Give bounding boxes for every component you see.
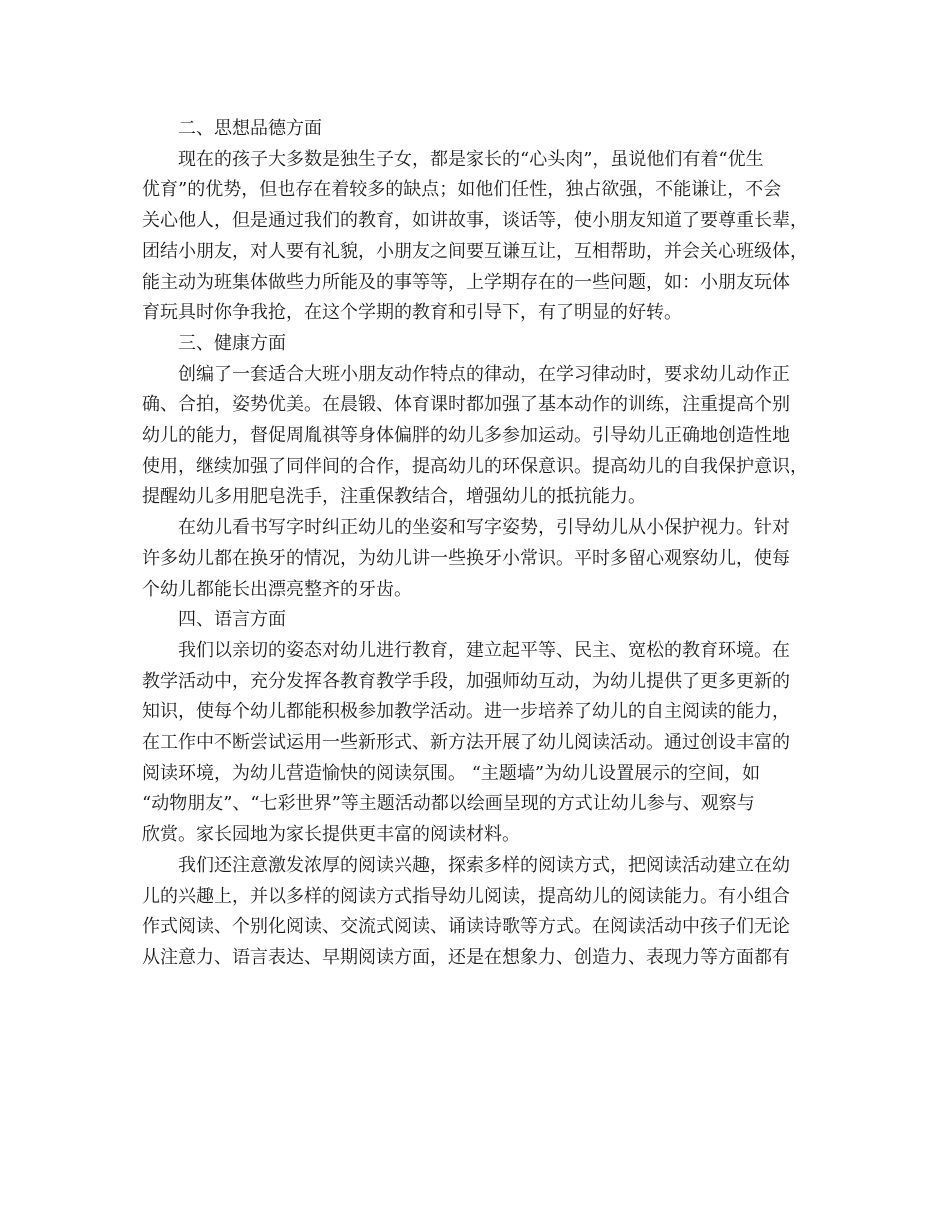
paragraph [142, 636, 832, 851]
paragraph [142, 360, 832, 514]
section-moral [142, 114, 832, 329]
text-line: 能主动为班集体做些力所能及的事等等，上学期存在的一些问题，如：小朋友玩体 [142, 271, 790, 293]
text-line: 确、合拍，姿势优美。在晨锻、体育课时都加强了基本动作的训练，注重提高个别 [142, 394, 790, 416]
text-line: 作式阅读、个别化阅读、交流式阅读、诵读诗歌等方式。在阅读活动中孩子们无论 [142, 916, 790, 938]
text-line: 我们还注意激发浓厚的阅读兴趣，探索多样的阅读方式，把阅读活动建立在幼 [178, 854, 790, 876]
text-line: 从注意力、语言表达、早期阅读方面，还是在想象力、创造力、表现力等方面都有 [142, 946, 790, 968]
text-line: 提醒幼儿多用肥皂洗手，注重保教结合，增强幼儿的抵抗能力。 [142, 486, 646, 508]
text-line: 儿的兴趣上，并以多样的阅读方式指导幼儿阅读，提高幼儿的阅读能力。有小组合 [142, 885, 790, 907]
section-heading: 四、语言方面 [178, 609, 286, 631]
section-language [142, 605, 832, 973]
text-line: 个幼儿都能长出漂亮整齐的牙齿。 [142, 578, 412, 600]
text-line: 创编了一套适合大班小朋友动作特点的律动，在学习律动时，要求幼儿动作正 [178, 363, 790, 385]
text-line: 团结小朋友，对人要有礼貌，小朋友之间要互谦互让，互相帮助，并会关心班级体， [142, 240, 808, 262]
text-line: 在幼儿看书写字时纠正幼儿的坐姿和写字姿势，引导幼儿从小保护视力。针对 [178, 517, 790, 539]
text-line: 现在的孩子大多数是独生子女，都是家长的“心头肉”，虽说他们有着“优生 [178, 148, 764, 170]
paragraph [142, 851, 832, 974]
text-line: 育玩具时你争我抢，在这个学期的教育和引导下，有了明显的好转。 [142, 302, 682, 324]
text-line: 优育”的优势，但也存在着较多的缺点；如他们任性，独占欲强，不能谦让，不会 [142, 179, 782, 201]
text-line: 关心他人，但是通过我们的教育，如讲故事，谈话等，使小朋友知道了要尊重长辈， [142, 210, 808, 232]
document-page [142, 114, 832, 974]
text-line: 在工作中不断尝试运用一些新形式、新方法开展了幼儿阅读活动。通过创设丰富的 [142, 732, 790, 754]
paragraph [142, 145, 832, 329]
text-line: 知识，使每个幼儿都能积极参加教学活动。进一步培养了幼儿的自主阅读的能力， [142, 701, 790, 723]
section-heading: 三、健康方面 [178, 332, 286, 354]
text-line: 我们以亲切的姿态对幼儿进行教育，建立起平等、民主、宽松的教育环境。在 [178, 639, 790, 661]
text-line: 使用，继续加强了同伴间的合作，提高幼儿的环保意识。提高幼儿的自我保护意识， [142, 455, 808, 477]
section-heading: 二、思想品德方面 [178, 118, 322, 139]
text-line: 许多幼儿都在换牙的情况，为幼儿讲一些换牙小常识。平时多留心观察幼儿，使每 [142, 547, 790, 569]
paragraph [142, 513, 832, 605]
text-line: 欣赏。家长园地为家长提供更丰富的阅读材料。 [142, 824, 520, 846]
text-line: 教学活动中，充分发挥各教育教学手段，加强师幼互动，为幼儿提供了更多更新的 [142, 670, 790, 692]
text-line: 幼儿的能力，督促周胤祺等身体偏胖的幼儿多参加运动。引导幼儿正确地创造性地 [142, 425, 790, 447]
text-line: “动物朋友”、“七彩世界”等主题活动都以绘画呈现的方式让幼儿参与、观察与 [142, 793, 755, 815]
section-health [142, 329, 832, 605]
text-line: 阅读环境，为幼儿营造愉快的阅读氛围。 “主题墙”为幼儿设置展示的空间，如 [142, 762, 761, 784]
